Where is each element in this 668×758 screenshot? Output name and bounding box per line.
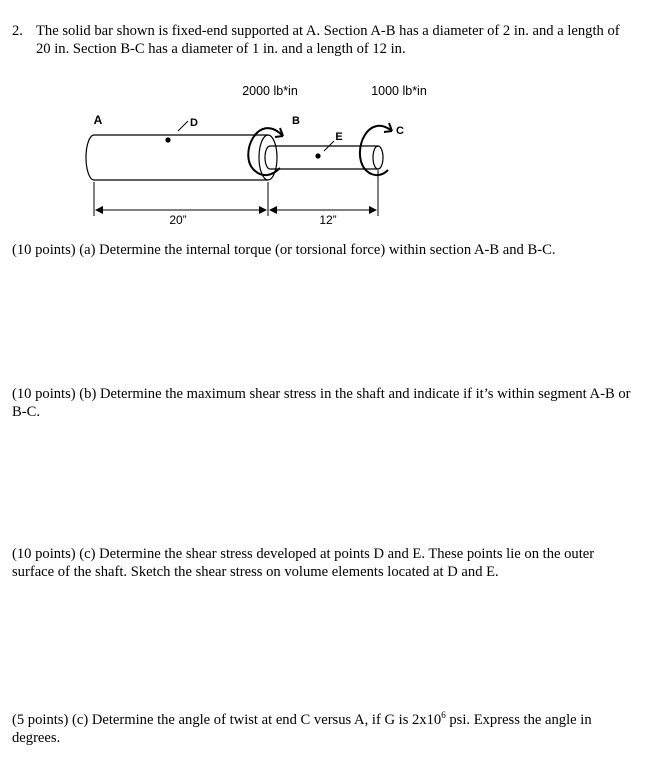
shaft-figure bbox=[0, 78, 668, 236]
point-d bbox=[165, 121, 188, 143]
part-b-question: (10 points) (b) Determine the maximum shear stress in the shaft and indicate if it’s within segment A-B or B-C. bbox=[12, 386, 631, 420]
label-e: E bbox=[335, 131, 343, 143]
part-d-exponent: 6 bbox=[441, 710, 446, 720]
part-a-question: (10 points) (a) Determine the internal torque (or torsional force) within section A-B and B-C. bbox=[12, 242, 556, 258]
torque-label-c: 1000 lb*in bbox=[371, 84, 427, 98]
section-bc-cylinder bbox=[265, 146, 383, 169]
label-b: B bbox=[292, 115, 300, 127]
part-d-text-before: (5 points) (c) Determine the angle of twist at end C versus A, if G is 2x10 bbox=[12, 711, 442, 728]
point-e bbox=[315, 141, 334, 159]
shaft-diagram bbox=[0, 78, 668, 236]
dimension-bc-label: 12” bbox=[319, 213, 337, 227]
part-c-question: (10 points) (c) Determine the shear stress developed at points D and E. These points lie on the outer surface of the shaft. Sketch the shear stress on volume elements located at D and E. bbox=[12, 546, 595, 580]
dimension-lines bbox=[94, 170, 378, 216]
label-a: A bbox=[93, 113, 103, 127]
part-d-question bbox=[12, 706, 632, 747]
dimension-ab-label: 20” bbox=[169, 213, 187, 227]
problem-text: The solid bar shown is fixed-end supported at A. Section A-B has a diameter of 2 in. and a length of 20 in. Section B-C has a diameter of 1 in. and a length of 12 in. bbox=[36, 23, 620, 57]
problem-number: 2. bbox=[12, 23, 23, 39]
label-c: C bbox=[396, 125, 404, 137]
torque-label-b: 2000 lb*in bbox=[242, 84, 298, 98]
label-d: D bbox=[190, 117, 198, 129]
part-d-text-after: psi. Express the angle in degrees. bbox=[12, 711, 592, 746]
problem-statement bbox=[12, 22, 632, 58]
